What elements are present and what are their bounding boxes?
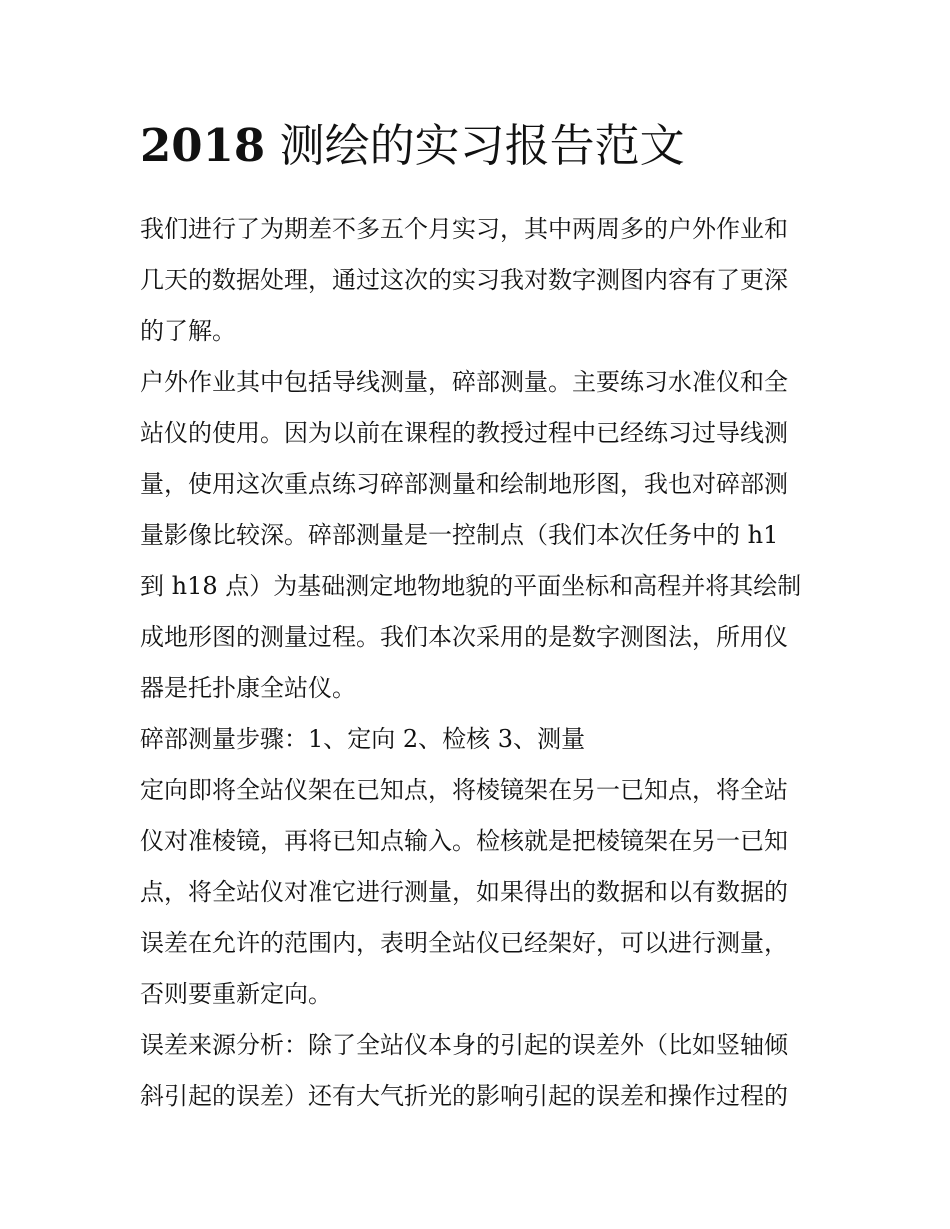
text-line: 仪对准棱镜，再将已知点输入。检核就是把棱镜架在另一已知: [140, 827, 788, 855]
text-line: 的了解。: [140, 317, 236, 345]
text-line: 误差在允许的范围内，表明全站仪已经架好，可以进行测量，: [140, 929, 788, 957]
text-line: 器是托扑康全站仪。: [140, 674, 356, 702]
text-line: 量影像比较深。碎部测量是一控制点（我们本次任务中的 h1: [140, 521, 779, 549]
text-line: 点，将全站仪对准它进行测量，如果得出的数据和以有数据的: [140, 878, 788, 906]
text-line: 我们进行了为期差不多五个月实习，其中两周多的户外作业和: [140, 215, 788, 243]
text-line: 斜引起的误差）还有大气折光的影响引起的误差和操作过程的: [140, 1082, 788, 1110]
text-line: 误差来源分析：除了全站仪本身的引起的误差外（比如竖轴倾: [140, 1031, 788, 1059]
text-line: 几天的数据处理，通过这次的实习我对数字测图内容有了更深: [140, 266, 788, 294]
text-line: 否则要重新定向。: [140, 980, 332, 1008]
text-line: 定向即将全站仪架在已知点，将棱镜架在另一已知点，将全站: [140, 776, 788, 804]
title-year: 2018: [140, 119, 266, 172]
text-line: 到 h18 点）为基础测定地物地貌的平面坐标和高程并将其绘制: [140, 572, 802, 600]
text-line: 碎部测量步骤：1、定向 2、检核 3、测量: [140, 725, 586, 753]
document-title: [140, 112, 820, 180]
text-line: 量，使用这次重点练习碎部测量和绘制地形图，我也对碎部测: [140, 470, 788, 498]
document-body: [140, 112, 820, 1122]
text-line: 站仪的使用。因为以前在课程的教授过程中已经练习过导线测: [140, 419, 788, 447]
title-text: 测绘的实习报告范文: [279, 119, 685, 172]
text-line: 户外作业其中包括导线测量，碎部测量。主要练习水准仪和全: [140, 368, 788, 396]
text-line: 成地形图的测量过程。我们本次采用的是数字测图法，所用仪: [140, 623, 788, 651]
